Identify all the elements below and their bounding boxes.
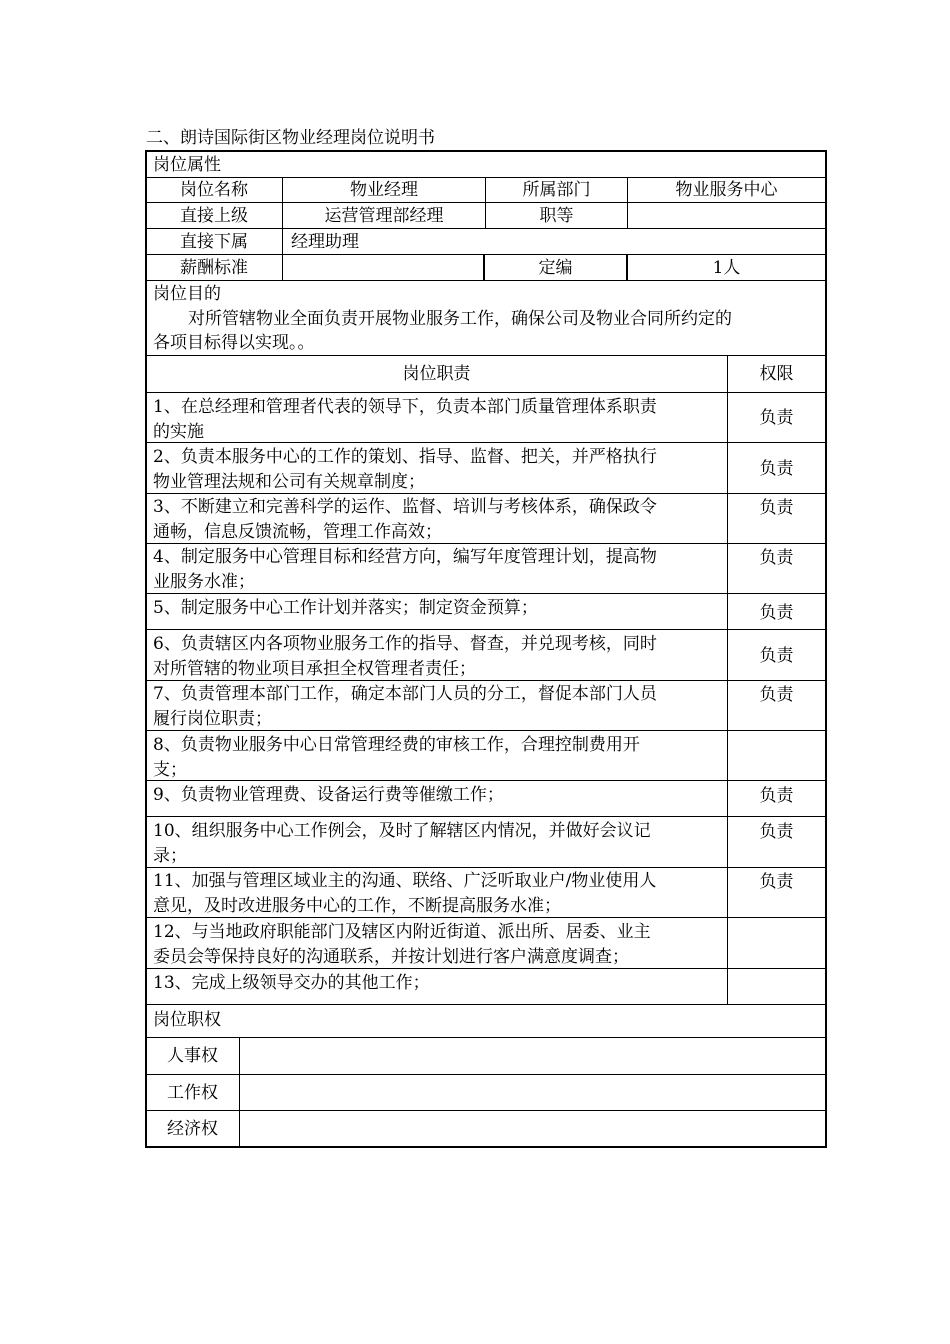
headcount-value: 1人 <box>712 257 741 278</box>
superior-label: 直接上级 <box>180 205 248 226</box>
power-label-personnel: 人事权 <box>167 1046 218 1066</box>
salary-label: 薪酬标准 <box>180 257 248 278</box>
duties-header: 岗位职责 <box>402 364 471 384</box>
divider <box>146 1004 826 1005</box>
duty-item: 11、加强与管理区域业主的沟通、联络、广泛听取业户/物业使用人 意见，及时改进服务中心的工作，不断提高服务水准； <box>153 871 657 916</box>
attributes-heading: 岗位属性 <box>153 155 221 175</box>
headcount-label: 定编 <box>538 257 573 278</box>
purpose-heading: 岗位目的 <box>153 284 221 304</box>
duty-authority: 负责 <box>759 459 794 479</box>
duty-item: 3、不断建立和完善科学的运作、监督、培训与考核体系，确保政令 通畅，信息反馈流畅，管理工作高效； <box>153 497 657 542</box>
department-label: 所属部门 <box>522 180 591 200</box>
power-value-work <box>240 1075 833 1110</box>
document-title: 二、朗诗国际街区物业经理岗位说明书 <box>146 128 435 148</box>
duty-item: 10、组织服务中心工作例会，及时了解辖区内情况，并做好会议记 录； <box>153 821 651 866</box>
duty-item: 12、与当地政府职能部门及辖区内附近街道、派出所、居委、业主 委员会等保持良好的沟通联系，并按计划进行客户满意度调查； <box>153 922 651 967</box>
divider <box>146 280 826 281</box>
duty-item: 4、制定服务中心管理目标和经营方向，编写年度管理计划，提高物 业服务水准； <box>153 547 657 592</box>
job-name-value: 物业经理 <box>350 180 418 200</box>
duty-item: 1、在总经理和管理者代表的领导下，负责本部门质量管理体系职责 的实施 <box>153 397 657 442</box>
divider <box>146 816 826 817</box>
duty-authority: 负责 <box>759 685 794 705</box>
duty-authority: 负责 <box>759 603 794 623</box>
grade-label: 职等 <box>539 205 574 226</box>
purpose-text-line1: 对所管辖物业全面负责开展物业服务工作，确保公司及物业合同所约定的 <box>188 309 732 329</box>
duty-authority: 负责 <box>759 822 794 842</box>
power-value-personnel <box>240 1038 833 1074</box>
power-label-work: 工作权 <box>167 1082 218 1103</box>
duty-item: 7、负责管理本部门工作，确定本部门人员的分工，督促本部门人员 履行岗位职责； <box>153 684 657 729</box>
department-value: 物业服务中心 <box>675 180 778 200</box>
duty-authority: 负责 <box>759 498 794 518</box>
duty-item: 2、负责本服务中心的工作的策划、指导、监督、把关，并严格执行 物业管理法规和公司有关规章制度； <box>153 447 657 492</box>
subordinate-value: 经理助理 <box>291 231 359 252</box>
duty-item: 5、制定服务中心工作计划并落实；制定资金预算； <box>153 598 538 618</box>
authority-header: 权限 <box>759 364 794 384</box>
divider <box>727 355 728 1004</box>
job-name-label: 岗位名称 <box>180 180 248 200</box>
power-label-economic: 经济权 <box>167 1118 218 1139</box>
duty-item: 13、完成上级领导交办的其他工作； <box>153 973 430 993</box>
powers-heading: 岗位职权 <box>153 1010 221 1030</box>
divider <box>146 392 826 393</box>
power-value-economic <box>240 1111 833 1146</box>
duty-authority: 负责 <box>759 646 794 666</box>
duty-item: 8、负责物业服务中心日常管理经费的审核工作，合理控制费用开 支； <box>153 735 640 780</box>
divider <box>146 629 826 630</box>
duty-item: 9、负责物业管理费、设备运行费等催缴工作； <box>153 785 504 805</box>
duty-item: 6、负责辖区内各项物业服务工作的指导、督查，并兑现考核，同时 对所管辖的物业项目承担全权管理者责任； <box>153 634 657 679</box>
duty-authority: 负责 <box>759 786 794 806</box>
subordinate-label: 直接下属 <box>180 231 248 252</box>
grade-value <box>628 203 825 228</box>
salary-value <box>283 255 483 280</box>
duty-authority: 负责 <box>759 872 794 892</box>
duty-authority: 负责 <box>759 548 794 568</box>
duty-authority: 负责 <box>759 408 794 428</box>
superior-value: 运营管理部经理 <box>324 205 444 226</box>
purpose-text-line2: 各项目标得以实现。。 <box>153 333 315 353</box>
